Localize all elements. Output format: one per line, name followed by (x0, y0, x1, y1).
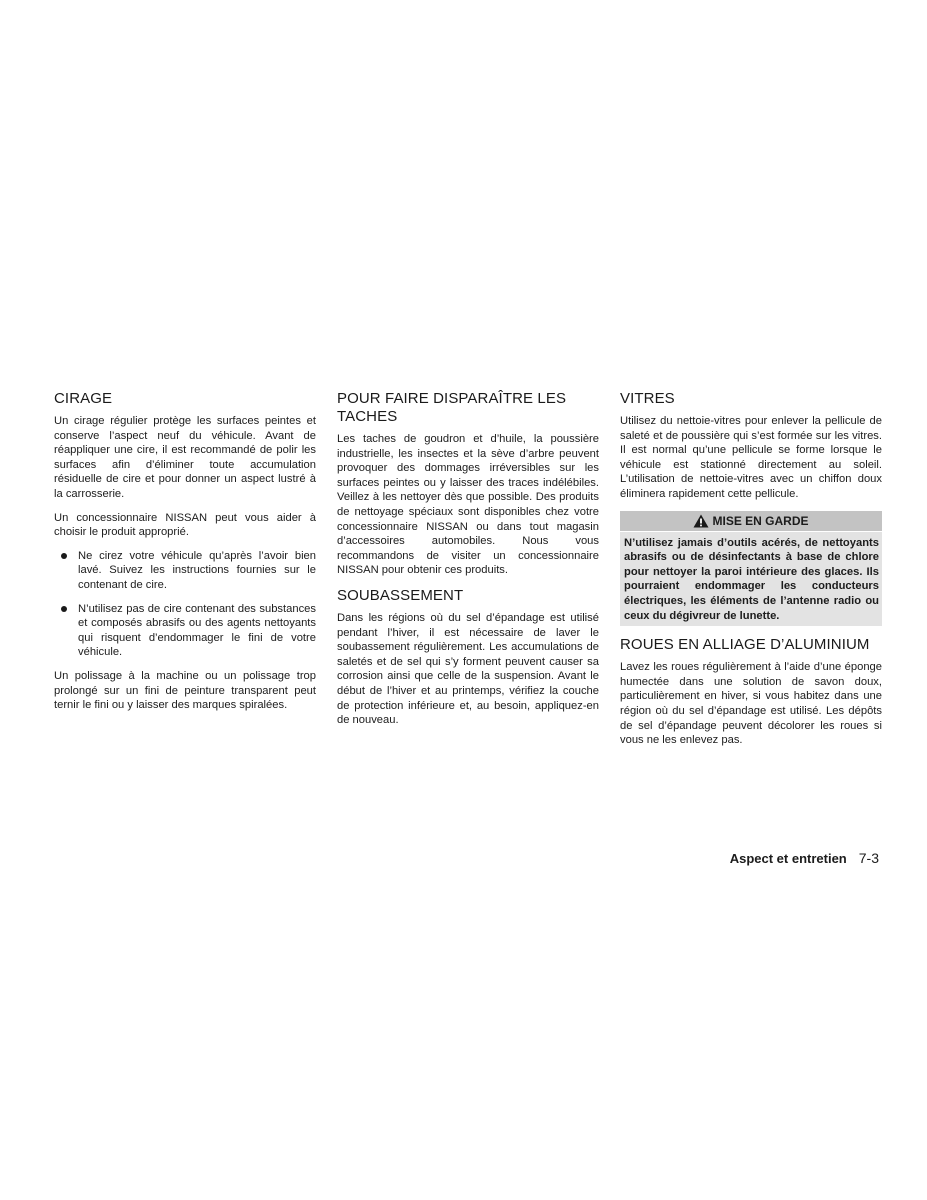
page-footer (730, 850, 879, 866)
warning-box (620, 511, 882, 627)
list-item (54, 549, 316, 593)
column-left (54, 390, 316, 722)
section-heading-cirage: CIRAGE (54, 390, 113, 407)
list-item (54, 602, 316, 660)
warning-triangle-icon (693, 514, 709, 528)
section-heading-vitres: VITRES (620, 390, 675, 407)
bullet-icon (61, 606, 67, 612)
paragraph: Un polissage à la machine ou un polissage trop prolongé sur un fini de peinture transparent peut ternir le fini ou y laisser des marques spiralées. (54, 669, 316, 712)
page-number: 7-3 (858, 850, 879, 866)
paragraph: Dans les régions où du sel d’épandage est utilisé pendant l’hiver, il est nécessaire de laver le soubassement régulièrement. Les accumulations de saletés et de sel qui s’y forment peuvent causer sa corrosion ainsi que celle de la suspension. Avant le début de l’hiver et au printemps, vérifiez la couche de protection inférieure et, au besoin, appliquez-en de nouveau. (337, 611, 599, 727)
paragraph: Un concessionnaire NISSAN peut vous aider à choisir le produit approprié. (54, 511, 316, 539)
warning-header (620, 511, 882, 531)
list-item-text: N’utilisez pas de cire contenant des substances et composés abrasifs ou des agents nettoyants qui risquent d’endommager le fini de votre véhicule. (78, 602, 316, 659)
section-heading-taches: POUR FAIRE DISPARAÎTRE LES TACHES (337, 390, 567, 425)
bullet-list (54, 549, 316, 660)
paragraph: Les taches de goudron et d’huile, la poussière industrielle, les insectes et la sève d’arbre peuvent provoquer des dommages irréversibles sur les surfaces peintes ou y laisser des traces indélébiles. Veillez à les nettoyer dès que possible. Des produits de nettoyage spéciaux sont disponibles chez votre concessionnaire NISSAN ou dans tout magasin d’accessoires automobiles. Nous vous recommandons de visiter un concessionnaire NISSAN pour obtenir ces produits. (337, 433, 599, 577)
paragraph: Utilisez du nettoie-vitres pour enlever la pellicule de saleté et de poussière qui s’est formée sur les vitres. Il est normal qu’une pellicule se forme lorsque le véhicule est stationné directement au soleil. L’utilisation de nettoie-vitres avec un chiffon doux éliminera rapidement cette pellicule. (620, 415, 882, 500)
warning-text: N’utilisez jamais d’outils acérés, de nettoyants abrasifs ou de désinfectants à base de chlore pour nettoyer la paroi intérieure des glaces. Ils pourraient endommager les conducteurs électriques, les éléments de l’antenne radio ou ceux du dégivreur de lunette. (620, 531, 882, 627)
list-item-text: Ne cirez votre véhicule qu’après l’avoir bien lavé. Suivez les instructions fournies sur le contenant de cire. (78, 549, 316, 591)
column-right (620, 390, 882, 757)
paragraph: Un cirage régulier protège les surfaces peintes et conserve l’aspect neuf du véhicule. Avant de réappliquer une cire, il est recommandé de polir les surfaces afin d’éliminer toute accumulation résiduelle de cire et pour donner un aspect lustré à la carrosserie. (54, 415, 316, 500)
section-heading-roues: ROUES EN ALLIAGE D’ALUMINIUM (620, 636, 870, 654)
paragraph: Lavez les roues régulièrement à l’aide d’une éponge humectée dans une solution de savon doux, particulièrement en hiver, si vous habitez dans une région où du sel d’épandage est utilisé. Les dépôts de sel d’épandage peuvent décolorer les roues si vous ne les enlevez pas. (620, 661, 882, 747)
column-middle (337, 390, 599, 737)
section-heading-soubassement: SOUBASSEMENT (337, 586, 464, 604)
bullet-icon (61, 553, 67, 559)
warning-title: MISE EN GARDE (712, 513, 809, 528)
footer-section-title: Aspect et entretien (729, 851, 847, 866)
